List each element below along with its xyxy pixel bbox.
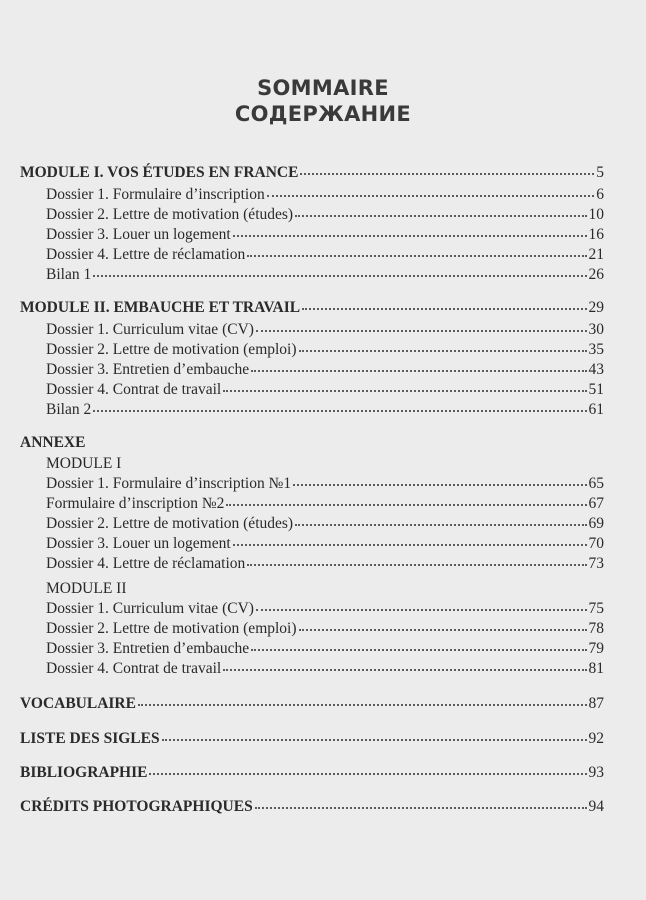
leader-dots (256, 318, 587, 332)
leader-dots (247, 243, 586, 257)
leader-dots (93, 263, 586, 277)
leader-dots (302, 296, 586, 310)
toc-entry[interactable]: Dossier 3. Louer un logement 16 (46, 225, 604, 245)
toc-entry[interactable]: Dossier 4. Contrat de travail 81 (46, 659, 604, 679)
leader-dots (223, 657, 586, 671)
leader-dots (223, 378, 586, 392)
leader-dots (138, 692, 587, 706)
leader-dots (226, 492, 586, 506)
toc-entry[interactable]: Bilan 1 26 (46, 265, 604, 285)
annexe-module2-heading: MODULE II (46, 580, 127, 597)
toc-vocabulaire[interactable]: VOCABULAIRE 87 (20, 694, 604, 714)
toc-module1-title[interactable]: MODULE I. VOS ÉTUDES EN FRANCE 5 (20, 163, 604, 183)
toc-credits-photographiques[interactable]: CRÉDITS PHOTOGRAPHIQUES 94 (20, 797, 604, 817)
leader-dots (293, 472, 586, 486)
leader-dots (233, 223, 587, 237)
leader-dots (233, 532, 587, 546)
leader-dots (256, 597, 587, 611)
toc-entry[interactable]: Dossier 2. Lettre de motivation (études) 69 (46, 514, 604, 534)
title-french: SOMMAIRE (257, 76, 389, 100)
toc-entry[interactable]: Dossier 1. Curriculum vitae (CV) 75 (46, 599, 604, 619)
leader-dots (251, 358, 586, 372)
toc-entry[interactable]: Formulaire d’inscription №2 67 (46, 494, 604, 514)
toc-entry[interactable]: Dossier 2. Lettre de motivation (emploi) 35 (46, 340, 604, 360)
toc-entry[interactable]: Dossier 2. Lettre de motivation (emploi) 78 (46, 619, 604, 639)
toc-bibliographie[interactable]: BIBLIOGRAPHIE 93 (20, 763, 604, 783)
toc-entry[interactable]: Dossier 1. Curriculum vitae (CV) 30 (46, 320, 604, 340)
leader-dots (300, 161, 594, 175)
toc-entry[interactable]: Dossier 2. Lettre de motivation (études) 10 (46, 205, 604, 225)
leader-dots (267, 183, 595, 197)
annexe-module1-heading: MODULE I (46, 455, 122, 472)
leader-dots (295, 512, 586, 526)
toc-entry[interactable]: Bilan 2 61 (46, 400, 604, 420)
toc-entry[interactable]: Dossier 3. Entretien d’embauche 79 (46, 639, 604, 659)
leader-dots (149, 761, 586, 775)
toc-entry[interactable]: Dossier 3. Louer un logement 70 (46, 534, 604, 554)
toc-entry[interactable]: Dossier 4. Lettre de réclamation 73 (46, 554, 604, 574)
leader-dots (295, 203, 586, 217)
toc-liste-des-sigles[interactable]: LISTE DES SIGLES 92 (20, 729, 604, 749)
leader-dots (251, 637, 586, 651)
leader-dots (299, 338, 587, 352)
toc-entry[interactable]: Dossier 1. Formulaire d’inscription №1 65 (46, 474, 604, 494)
leader-dots (299, 617, 587, 631)
title-russian: СОДЕРЖАНИЕ (234, 102, 412, 126)
leader-dots (255, 795, 587, 809)
toc-entry[interactable]: Dossier 4. Contrat de travail 51 (46, 380, 604, 400)
toc-module2-title[interactable]: MODULE II. EMBAUCHE ET TRAVAIL 29 (20, 298, 604, 318)
toc-entry[interactable]: Dossier 1. Formulaire d’inscription 6 (46, 185, 604, 205)
toc-entry[interactable]: Dossier 3. Entretien d’embauche 43 (46, 360, 604, 380)
leader-dots (247, 552, 586, 566)
leader-dots (93, 398, 586, 412)
toc-entry[interactable]: Dossier 4. Lettre de réclamation 21 (46, 245, 604, 265)
annexe-heading: ANNEXE (20, 434, 86, 451)
leader-dots (162, 727, 587, 741)
